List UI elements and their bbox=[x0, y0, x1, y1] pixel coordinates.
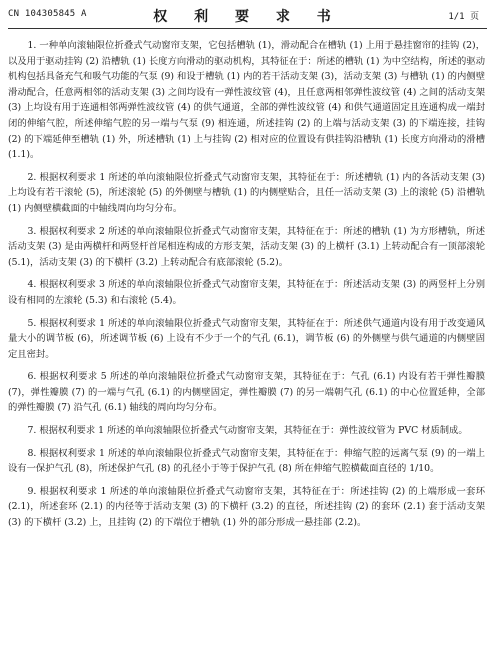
claims-body bbox=[8, 38, 485, 666]
claim-2: 2. 根据权利要求 1 所述的单向滚轴限位折叠式气动窗帘支架，其特征在于：所述槽轨 (1) 内的各活动支架 (3) 上均设有若干滚轮 (5)，所述滚轮 (5) 的外侧壁与槽轨 (1) 的内侧壁贴合，且任一活动支架 (3) 上的滚轮 (5) 沿槽轨 (1) 内侧壁横截面的中轴线周向均匀分布。 bbox=[8, 171, 485, 214]
claim-6: 6. 根据权利要求 5 所述的单向滚轴限位折叠式气动窗帘支架，其特征在于：气孔 (6.1) 内设有若干弹性瓣膜 (7)，弹性瓣膜 (7) 的一端与气孔 (6.1) 的内侧壁固定，弹性瓣膜 (7) 的另一端朝气孔 (6.1) 的中心位置延伸，全部的弹性瓣膜 (7) 沿气孔 (6.1) 轴线的周向均匀分布。 bbox=[8, 371, 485, 414]
document-title: 权 利 要 求 书 bbox=[153, 9, 342, 25]
claim-4: 4. 根据权利要求 3 所述的单向滚轴限位折叠式气动窗帘支架，其特征在于：所述活动支架 (3) 的两竖杆上分别设有相同的左滚轮 (5.3) 和右滚轮 (5.4)。 bbox=[8, 279, 485, 306]
patent-number: CN 104305845 A bbox=[8, 9, 87, 19]
claim-1: 1. 一种单向滚轴限位折叠式气动窗帘支架，它包括槽轨 (1)，滑动配合在槽轨 (1) 上用于悬挂窗帘的挂钩 (2)，以及用于驱动挂钩 (2) 沿槽轨 (1) 长度方向滑动的驱动机构，其特征在于：所述的槽轨 (1) 为中空结构，所述的驱动机构包括具备充气和吸气功能的气泵 (9) 和设于槽轨 (1) 内的若干活动支架 (3)，活动支架 (3) 与槽轨 (1) 的内侧壁滑动配合，任意两相邻的活动支架 (3) 之间均设有一弹性波纹管 (4)，且任意两相邻弹性波纹管 (4) 之间的活动支架 (3) 上均设有用于连通相邻两弹性波纹管 (4) 的供气通道，全部的弹性波纹管 (4) 和供气通道固定且连通构成一端封闭的伸缩气腔，所述伸缩气腔的另一端与气泵 (9) 相连通，所述挂钩 (2) 的上端与活动支架 (3) 的下端连接，挂钩 (2) 的下端延伸至槽轨 (1) 外，所述槽轨 (1) 上与挂钩 (2) 相对应的位置设有供挂钩沿槽轨 (1) 长度方向滑动的滑槽 (1.1)。 bbox=[8, 40, 485, 161]
page-number: 1/1 页 bbox=[448, 12, 479, 22]
claim-9: 9. 根据权利要求 1 所述的单向滚轴限位折叠式气动窗帘支架，其特征在于：所述挂钩 (2) 的上端形成一套环 (2.1)，所述套环 (2.1) 的内径等于活动支架 (3) 的下横杆 (3.2) 的直径，所述挂钩 (2) 的套环 (2.1) 套于活动支架 (3) 的下横杆 (3.2) 上，且挂钩 (2) 的下端位于槽轨 (1) 外的部分形成一悬挂部 (2.2)。 bbox=[8, 485, 485, 529]
page-header bbox=[0, 0, 495, 30]
header-divider bbox=[8, 28, 487, 29]
claim-3: 3. 根据权利要求 2 所述的单向滚轴限位折叠式气动窗帘支架，其特征在于：所述的槽轨 (1) 为方形槽轨，所述活动支架 (3) 是由两横杆和两竖杆首尾相连构成的方形支架，活动支架 (3) 的上横杆 (3.1) 上转动配合有一顶部滚轮 (5.1)，活动支架 (3) 的下横杆 (3.2) 上转动配合有底部滚轮 (5.2)。 bbox=[8, 225, 485, 268]
claim-5: 5. 根据权利要求 1 所述的单向滚轴限位折叠式气动窗帘支架，其特征在于：所述供气通道内设有用于改变通风量大小的调节板 (6)，所述调节板 (6) 上设有不少于一个的气孔 (6.1)，调节板 (6) 的外侧壁与供气通道的内侧壁固定且密封。 bbox=[8, 317, 485, 360]
claim-8: 8. 根据权利要求 1 所述的单向滚轴限位折叠式气动窗帘支架，其特征在于：伸缩气腔的远离气泵 (9) 的一端上设有一保护气孔 (8)，所述保护气孔 (8) 的孔径小于等于保护气孔 (8) 所在伸缩气腔横截面直径的 1/10。 bbox=[8, 447, 485, 475]
claim-7: 7. 根据权利要求 1 所述的单向滚轴限位折叠式气动窗帘支架，其特征在于：弹性波纹管为 PVC 材质制成。 bbox=[27, 425, 468, 437]
